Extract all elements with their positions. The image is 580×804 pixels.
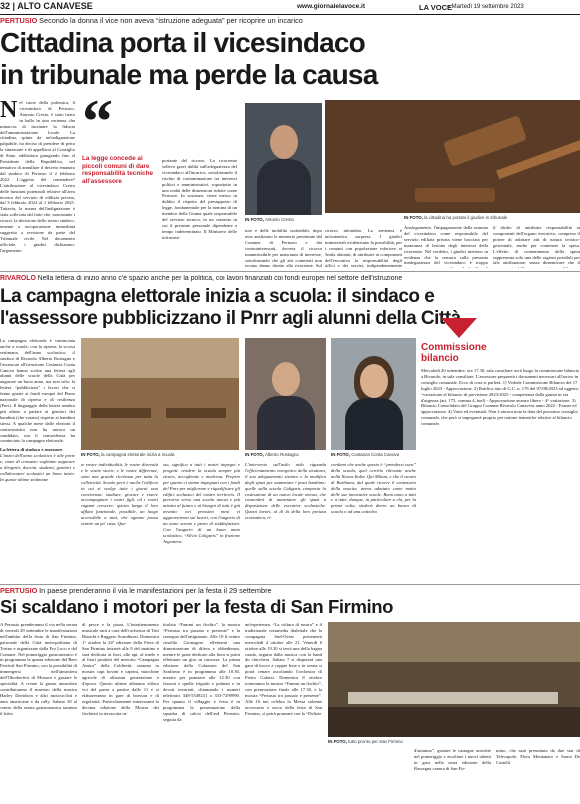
article-col bbox=[163, 622, 240, 804]
festa-crowd bbox=[328, 707, 580, 737]
article-text: portante del ricorso. La ricorrente solleva gravi dubbi sull'adeguatezza del vicesindaco all'incarico, sottolineando il rischio di contaminazione tra interessi politici e amministrativi, soprattutto in una realtà delle dimensioni ridotte come Pertusio. In sostanza, viene messo in dubbio il rispetto del presupposto di legge, fondamentale per la nomina di un membro della Giunta quale responsabile del servizio tecnico, in un contesto in cui il presente personale dipendente a tempo indeterminato. Il Ministero delle infrastrut- bbox=[162, 158, 237, 240]
photo-caption: IN FOTO, la campagna elettorale inizia a scuola bbox=[81, 452, 175, 457]
article-col bbox=[493, 225, 580, 268]
article-col bbox=[82, 622, 159, 804]
kicker-text: Nella lettera di inizio anno c'è spazio anche per la politica, coi lavori finanziati coi fondi europei nel settore dell'istruzione bbox=[37, 275, 403, 282]
person-head bbox=[360, 364, 388, 398]
article-location-tag: PERTUSIO bbox=[0, 586, 38, 595]
headline-1: Cittadina porta il vicesindaco bbox=[0, 27, 365, 58]
article-text: d'autunno”, gustare le castagne arrostite nel pomeriggio e ascoltare i nuovi talenti in gara nella sesta edizione della Rassegna canora di San Fir- bbox=[414, 748, 491, 771]
article-text: el cuore della polemica, il vicesindaco di Pertusio, Antonio Cresto, è stato tirato in ballo in una vertenza che minaccia di incrinare la fiducia dell'amministrazione locale. La cittadina, spinta da un'indignazione palpabile, ha deciso di prendere di petto la situazione e di appellarsi al Consiglio di Stato, addirittura giungendo fino al Presidente della Repubblica, nel tentativo di annullare il decreto emanato dal sindaco di Pertusio il 2 febbraio 2022. L'oggetto del contendere? L'attribuzione al vicesindaco Cresto delle funzioni potenziali relative all'area tecnica del servizio di edilizia privata, dal 3 febbraio 2022 al 1 febbraio 2025. Tuttavia, la marea dell'indignazione è stata sollevata dal fatto che, nonostante i ricorsi, la decisione dello stesso sindaco, tenente a un'operazione immediata suggerita a revisione da parte del Tribunale civile. Nel documento ufficiale, i giudici dichiarano: l'argomento bbox=[0, 100, 75, 253]
article-text: ture e delle mobilità sostenibili, dopo aver analizzato le memorie presentate dal Comune di Pertusio e dai controinteressati, decreta il ricorso inammissibile per mancanza di interesse, sottolineando che gli atti contestati non recano danno diretto alla ricorrente. Sul bbox=[245, 228, 322, 268]
paper-name: LA VOCE bbox=[419, 2, 453, 12]
divider bbox=[0, 584, 580, 585]
desk bbox=[91, 408, 151, 418]
article-text: L'inizio dell'anno scolastico è alle porte e, come di consueto vogliamo augurare a dirigenti, docenti, studenti, genitori e collaboratori scolastici un buon inizio. In queste ultime settimane bbox=[0, 453, 75, 482]
article-col bbox=[325, 228, 402, 268]
quote-mark-icon: “ bbox=[82, 88, 113, 156]
photo-caption: IN FOTO, Antonio Cresto bbox=[245, 217, 294, 222]
person-head bbox=[270, 125, 298, 159]
sidebar-text-box bbox=[421, 368, 580, 581]
kicker-text: In paese prenderanno il via le manifestazioni per la festa il 29 settembre bbox=[39, 586, 272, 595]
headline-2: l'assessore pubblicizzano il Pnrr agli alunni della Città bbox=[0, 308, 461, 329]
article-col bbox=[0, 622, 77, 804]
photo-classroom bbox=[81, 338, 239, 450]
sidebar-text: Mercoledì 20 settembre, ore 17.30, sala consiliare avrà luogo la commissione bilancio a Rivarolo, in sala consiliare. L'assessore preparerà i documenti necessari all'arrivo in consiglio comunale. Ecco di cosa si parlerà. 1) Verbale Commissione Bilancio del 17 luglio 2023 - Approvazione. 2) Ratifica atto di G.C. n. 176 del 07/08/2023 ad oggetto: “variazione al bilancio di previsione 2023/2025 - competenza della giunta in via d'urgenza (art. 175, comma 4, tuel) - Approvazione avanzo libero - 4^ variazione. 3) Bilancio Consolidato del Gruppo Comune Rivarolo Canavese anno 2022 - Esame ed approvazione. 4) Varie ed eventuali. Non è ancora nota la data del prossimo consiglio comunale, che però si impegnerà proprio per trattare tematiche relative al bilancio comunale. bbox=[421, 368, 580, 427]
article-text: sto, significa a tutti i nostri impegni e progetti: rendere la scuola sempre più sicura, accogliente e moderna. Proprio per questo ci siamo impegnati con i fondi del Pnrr per migliorare e riqualificare gli edifici scolastici del nostro territorio. Il percorso verso una scuola nuova e più attenta al futuro e ai bisogni di tutti è già avviato: nei prossimi mesi vi aggiorneremo sui lavori, con l'augurio di un anno sereno e pieno di soddisfazioni. Con l'augurio di un buon anno scolastico, “Silvio Caligaris” in frazione Argentera. bbox=[163, 462, 240, 544]
photo-caption: IN FOTO, la cittadina ha portato il giudice in tribunale bbox=[404, 215, 508, 220]
article-text: titolata “Fammi un fischio”, la mostra “Pertusio tra passato e presente” e la rassegna dell'artigianato. Alle 10 il centro cinofilo Gronogese effettuerà una dimostrazione di difesa e obbedienza, mentre le prate dedicate alla fiera si potrà effettuare un giro in carrozza. La prima edizione della Colazzata del San Sanfirmo è in programma alle 10.30, mentre per pranzare alle 12.30 con fassoni e quelle frigiatti e palmati e in devoti invariati, chiamando i numeri telefonici 348-5549231 o 333-7299990. Per quanto il villaggio e festa è in programma la presentazione della squadra di calcio dell'asd Pertusio, seguita da bbox=[163, 622, 240, 722]
dropcap: N bbox=[0, 100, 18, 123]
article-text: La campagna elettorale è cominciata anche a scuola: con la ripresa, la scorsa settimana, dell'anno scolastico, il sindaco di Rivarolo Alberto Rostagno e l'assessore all'istruzione Costanza Conta Canova hanno scritto una lettera agli alunni delle scuole della Città per augurare un buon anno, ma non solo: la lettera “pubblicizza” i lavori che si fanno grazie ai fondi europei del Piano nazionale di ripresa e di resilienza (Pnrr). Il linguaggio della lettera sembra più adatto a parlare ai genitori dei bambini (che votano) rispetto ai bambini stessi. A qualche mese dalle elezioni il centrosinistra non ha ancora un candidato, ma il centrodestra ha cominciato la campagna elettorale. bbox=[0, 338, 75, 444]
article-text: il diritto di attribuire responsabilità ai componenti dell'organo esecutivo, compreso il potere di adottare atti di natura tecnico-gestionale, anche per contenere la spesa. L'effetto di contenimento della spesa rappresenta solo una delle ragioni possibili per tale attribuzione, senza dimenticare che il bbox=[493, 225, 580, 266]
article-text: te vostre individualità, le vostre diversità e le vostre storie, e le vostre differenze, sono una grande ricchezza per tutta la collettività. Scuola però è anche l'edificio in cui si svolge tutte i giorni una convivenza: studiare, giocare e essere accompagnare i vostri figli, ed i vostri ragazzi crescere: questo lungo il loro afflato funzionale, possibile, un luogo accessibile a tutti, che ognuno possa sentire un po' casa. Que- bbox=[81, 462, 158, 527]
person-body bbox=[257, 159, 311, 215]
headline-1: La campagna elettorale inizia a scuola: il sindaco e bbox=[0, 286, 435, 307]
article-text: mino, che sarà presentata da due star di Telecupole, Flora Montanaro e Sonia De Castelli. bbox=[496, 748, 580, 765]
person-body bbox=[345, 398, 403, 450]
article-text: A Pertusio prenderanno il via nella serata di venerdì 29 settembre le manifestazioni nell'ambito della festa di San Firmino, patronale della Città metropolitana di Torino e organizzate dalla Pro Loco e dal Comune. Nel pomeriggio gastronomico è in programma la quarta edizione del Beer Festival San Firmino, con la possibilità di immergersi nell'atmosfera dell'Oktoberfest di Monaco e gustare le specialità. A creare la giusta atmosfera contribuiranno il maestro della musica Harley Davidson e altri motociclisti e auto americane e da rally. Sabato 30 al centro della serata gastronomica saranno il fritto bbox=[0, 622, 77, 716]
kicker-text: Secondo la donna il vice non aveva “istruzione adeguata” per ricoprire un incarico bbox=[39, 16, 303, 25]
article-kicker bbox=[0, 16, 580, 25]
article-col bbox=[245, 228, 322, 268]
article-col bbox=[496, 748, 580, 804]
article-text: Analogamente, l'impugnazione della nomina del vicesindaco come responsabile del servizio edilizia privata viene bocciata per mancanza di lesione degli interessi della ricorrente. Nel verdetto, i giudici mettono in evidenza che la censura sulla presunta inadeguatezza del vicesindaco è troppo bbox=[404, 225, 488, 266]
photo-gavel bbox=[325, 100, 580, 213]
article-text: L'intervento sull'asilo nido riguarda l'efficientamento energetico della struttura, il suo adeguamento sismico e la modifica degli spazi per aumentare i posti bambino: quelle sulla scuola Caligaris comporta la costruzione di un nuovo locale mensa, che consentirà di aumentare gli spazi a disposizione delle esecutive scolastiche. Questi lavori, al di là della loro portata economica, ri- bbox=[245, 462, 326, 521]
photo-caption: IN FOTO, tutto pronto per San Firmino bbox=[328, 739, 403, 744]
article-col bbox=[245, 462, 326, 582]
article-text: ricorso infondato. La sentenza è un'autentica sorpresa. I giudici ministeriali evidenziano la possibilità, per i comuni con popolazione inferiore ai 5mila abitanti, di attribuire ai componenti dell'esecutivo la responsabilità degli uffici e dei servizi, indipendentemente bbox=[325, 228, 402, 268]
article-text: cordano che anche questo è “prendersi cura” della scuola, quel cerchio rilevante anche nella Nuova Italia. Qui Milani, e che il curato di Barbiana, dal quale ricorre il centenario della nascita, aveva adottato come motto delle sue innovative scuole. Buon anno a tutti e a tutte, dunque, in particolare a chi, per la prima volta, siederà dietro un banco di scuola o ad una cattedra. bbox=[331, 462, 416, 515]
photo-antonio-cresto bbox=[245, 103, 322, 215]
headline-2: in tribunale ma perde la causa bbox=[0, 59, 378, 90]
article-col bbox=[331, 462, 416, 582]
photo-alberto-rostagno bbox=[245, 338, 326, 450]
article-col bbox=[163, 462, 240, 582]
article-col bbox=[404, 225, 488, 268]
article-col bbox=[0, 100, 75, 268]
article-col bbox=[0, 338, 75, 582]
headline: Si scaldano i motori per la festa di San Firmino bbox=[0, 596, 394, 617]
arrow-icon bbox=[441, 318, 477, 338]
article-col bbox=[81, 462, 158, 582]
website: www.giornalelavoce.it bbox=[297, 3, 366, 10]
subhead: La lettera di sindaco e assessore bbox=[0, 447, 63, 453]
article-text: di pesce e la pizza. L'intrattenimento musicale sarà a cura dell'orchestra di Titti Bianchi e Ruggero Scandiuzzi. Domenica 1° ottobre la 24ª edizione della Fiera di San Firmino inizierà alle 8 del mattino e sarà dedicata ai fiori, alle api, al miele e al fuori prodotti del mercato “Campagna Amica” della Coldiretti, saranno in mostra capi bovini e caprini, macchine agricole di altissimi generazione e d'epoca. Questo ultime abbiamo sfilato voi del paese a partire dalle 11 e si elaboreranno in gare di bravura e di regolarità. Particolarmente interessanti la decima edizione della Mostra dei fischietti in terracotta in- bbox=[82, 622, 159, 716]
person-body bbox=[257, 396, 315, 450]
article-col bbox=[245, 622, 322, 804]
desk bbox=[166, 408, 226, 418]
article-kicker bbox=[0, 275, 580, 282]
festa-table bbox=[348, 692, 558, 704]
gavel-block bbox=[415, 188, 495, 202]
person-head bbox=[272, 362, 300, 396]
photo-festa bbox=[328, 622, 580, 737]
article-kicker bbox=[0, 586, 580, 595]
festa-tent bbox=[328, 622, 580, 662]
article-location-tag: RIVAROLO bbox=[0, 275, 36, 282]
sidebar-title: Commissione bilancio bbox=[421, 342, 487, 364]
divider bbox=[0, 271, 580, 272]
classroom-wall bbox=[81, 338, 239, 378]
gavel-head bbox=[443, 115, 527, 167]
article-col bbox=[414, 748, 491, 804]
photo-caption: IN FOTO, Alberto Rostagno bbox=[245, 452, 299, 457]
photo-caption: IN FOTO, Costanza Conta Canova bbox=[331, 452, 400, 457]
article-text: un'esperienza. “La cultura di nostro” e il tradizionale commedia dialettale che la compagnia Sud-Ovest presenterà mercoledì 4 ottobre alle 21. Venerdì 6 ottobre alle 19.30 si terrà una della bagna cauda, seguita dalla musica con la band du chicchera. Sabato 7 si disputerà una gara di bocce a coppie fisse e in serata si potrà cenare ascoltando l'orchestra di Pietro Galassi. Domenica 8 ottobre torneranno la mostra “Fammi un fischio”, con premiazione finale alle 17.30, e la mostra “Pertusio tra passato e presente”. Alle 16 nei celebra la Messa solenne accessorio e sacco della festa di San Firmino, si potrà pranzare con la “Delizie bbox=[245, 622, 322, 716]
pull-quote-text: La legge concede ai piccoli comuni di dare responsabilità tecniche all'assessore bbox=[82, 155, 154, 185]
pull-quote bbox=[82, 88, 158, 185]
photo-costanza-conta-canova bbox=[331, 338, 416, 450]
sidebar-box bbox=[421, 318, 580, 583]
date: - Martedì 19 settembre 2023 bbox=[448, 3, 524, 10]
page-header bbox=[0, 0, 580, 15]
article-location-tag: PERTUSIO bbox=[0, 16, 38, 25]
article-col bbox=[162, 158, 237, 268]
page-section: 32 | ALTO CANAVESE bbox=[0, 1, 93, 11]
